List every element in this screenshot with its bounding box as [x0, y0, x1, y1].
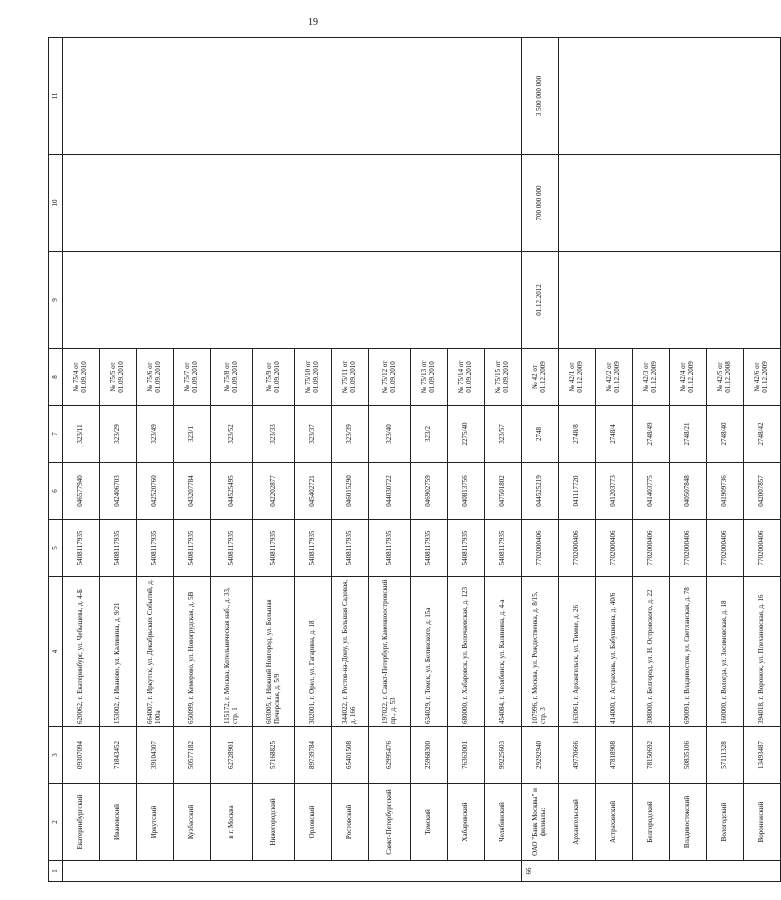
reg-number-cell: 2748/42 — [744, 406, 781, 463]
reg-number-cell: 323/40 — [369, 406, 411, 463]
okpo-code-cell: 57168825 — [253, 727, 295, 784]
col-header-7: 7 — [49, 406, 63, 463]
inn-cell: 5408117935 — [369, 520, 411, 577]
contract-cell: № 75/7 от 01.09.2010 — [174, 349, 211, 406]
reg-number-cell: 323/2 — [411, 406, 448, 463]
address-cell: 620062, г. Екатеринбург, ул. Чебышева, д. 4-Б — [63, 577, 100, 727]
contract-cell: № 42/3 от 01.12.2009 — [633, 349, 670, 406]
address-cell: 153002, г. Иваново, ул. Калинина, д. 9/21 — [100, 577, 137, 727]
contract-cell: № 42/2 от 01.12.2009 — [596, 349, 633, 406]
address-cell: 603005, г. Нижний Новгород, ул. Большая Печерская, д. 5/9 — [253, 577, 295, 727]
reg-number-cell: 2275/40 — [448, 406, 485, 463]
bik-cell: 046577940 — [63, 463, 100, 520]
address-cell: 308000, г. Белгород, ул. Н. Островского, д. 22 — [633, 577, 670, 727]
col-header-5: 5 — [49, 520, 63, 577]
reg-number-cell: 323/37 — [295, 406, 332, 463]
col-header-2: 2 — [49, 784, 63, 861]
address-cell: 107996, г. Москва, ул. Рождественка, д. 8/15, стр. 3 — [522, 577, 559, 727]
contract-cell: № 75/6 от 01.09.2010 — [137, 349, 174, 406]
bik-cell: 047501802 — [485, 463, 522, 520]
reg-number-cell: 323/29 — [100, 406, 137, 463]
address-cell: 650099, г. Кемерово, ул. Новогрудская, д. 5В — [174, 577, 211, 727]
branch-name-cell: Нижегородский — [253, 784, 295, 861]
branch-name-cell: Владивостокский — [670, 784, 707, 861]
contract-cell: № 75/12 от 01.09.2010 — [369, 349, 411, 406]
col-header-9: 9 — [49, 252, 63, 349]
col-header-4: 4 — [49, 577, 63, 727]
address-cell: 454084, г. Челябинск, ул. Калинина, д. 4-а — [485, 577, 522, 727]
address-cell: 634029, г. Томск, ул. Белинского, д. 15а — [411, 577, 448, 727]
inn-cell: 5408117935 — [100, 520, 137, 577]
col11-empty-cell — [559, 38, 781, 155]
contract-cell: № 75/15 от 01.09.2010 — [485, 349, 522, 406]
okpo-code-cell: 49770666 — [559, 727, 596, 784]
address-cell: 680000, г. Хабаровск, ул. Волочаевская, д. 123 — [448, 577, 485, 727]
bik-cell: 042202877 — [253, 463, 295, 520]
contract-cell: № 42 от 01.12.2009 — [522, 349, 559, 406]
bik-cell: 042406703 — [100, 463, 137, 520]
okpo-code-cell: 50835106 — [670, 727, 707, 784]
contract-cell: № 75/9 от 01.09.2010 — [253, 349, 295, 406]
branch-name-cell: Белгородский — [633, 784, 670, 861]
page-number: 19 — [308, 17, 318, 28]
amount-11-cell: 3 500 000 000 — [522, 38, 559, 155]
branch-name-cell: Астраханский — [596, 784, 633, 861]
reg-number-cell: 323/39 — [332, 406, 369, 463]
reg-number-cell: 2748/8 — [559, 406, 596, 463]
okpo-code-cell: 89739784 — [295, 727, 332, 784]
okpo-code-cell: 99225603 — [485, 727, 522, 784]
col-header-6: 6 — [49, 463, 63, 520]
okpo-code-cell: 62995476 — [369, 727, 411, 784]
table-row — [559, 38, 596, 882]
address-cell: 664007, г. Иркутск, ул. Декабрьских Событий, д. 100а — [137, 577, 174, 727]
branch-table — [48, 37, 781, 882]
inn-cell: 5408117935 — [211, 520, 253, 577]
contract-cell: № 42/6 от 01.12.2009 — [744, 349, 781, 406]
bik-cell: 041203773 — [596, 463, 633, 520]
contract-cell: № 75/5 от 01.09.2010 — [100, 349, 137, 406]
contract-cell: № 42/5 от 01.12.2008 — [707, 349, 744, 406]
branch-name-cell: Воронежский — [744, 784, 781, 861]
bik-cell: 042007857 — [744, 463, 781, 520]
rotated-page — [48, 38, 769, 882]
branch-name-cell: Хабаровский — [448, 784, 485, 861]
address-cell: 160000, г. Вологда, ул. Зосимовская, д. 18 — [707, 577, 744, 727]
reg-number-cell: 323/11 — [63, 406, 100, 463]
inn-cell: 7702000406 — [596, 520, 633, 577]
bik-cell: 040507848 — [670, 463, 707, 520]
address-cell: 197022, г. Санкт-Петербург, Каменноостровский пр., д. 53 — [369, 577, 411, 727]
row-index-cell — [63, 861, 522, 882]
inn-cell: 7702000406 — [522, 520, 559, 577]
branch-name-cell: Кузбасский — [174, 784, 211, 861]
bik-cell: 044030722 — [369, 463, 411, 520]
bik-cell: 040813756 — [448, 463, 485, 520]
okpo-code-cell: 50577182 — [174, 727, 211, 784]
inn-cell: 5408117935 — [253, 520, 295, 577]
address-cell: 115172, г. Москва, Котельническая наб., д. 33, стр. 1 — [211, 577, 253, 727]
header-row — [49, 38, 63, 882]
inn-cell: 5408117935 — [137, 520, 174, 577]
okpo-code-cell: 65401508 — [332, 727, 369, 784]
okpo-code-cell: 76363001 — [448, 727, 485, 784]
okpo-code-cell: 62728901 — [211, 727, 253, 784]
col-header-1: 1 — [49, 861, 63, 882]
reg-number-cell: 2748/40 — [707, 406, 744, 463]
contract-cell: № 75/8 от 01.09.2010 — [211, 349, 253, 406]
contract-cell: № 75/14 от 01.09.2010 — [448, 349, 485, 406]
col9-empty-cell — [559, 252, 781, 349]
okpo-code-cell: 71843452 — [100, 727, 137, 784]
address-cell: 163061, г. Архангельск, ул. Тимме, д. 26 — [559, 577, 596, 727]
reg-number-cell: 2748 — [522, 406, 559, 463]
branch-name-cell: Томский — [411, 784, 448, 861]
address-cell: 690091, г. Владивосток, ул. Светланская, д. 78 — [670, 577, 707, 727]
limit-date-cell: 01.12.2012 — [522, 252, 559, 349]
col-header-10: 10 — [49, 155, 63, 252]
col9-empty-cell — [63, 252, 522, 349]
branch-name-cell: Ростовский — [332, 784, 369, 861]
table-frame — [48, 38, 769, 882]
inn-cell: 7702000406 — [559, 520, 596, 577]
okpo-code-cell: 78150692 — [633, 727, 670, 784]
bik-cell: 046015290 — [332, 463, 369, 520]
amount-10-cell: 700 000 000 — [522, 155, 559, 252]
branch-name-cell: Вологодский — [707, 784, 744, 861]
col10-empty-cell — [559, 155, 781, 252]
branch-name-cell: ОАО "Банк Москвы" и филиалы: — [522, 784, 559, 861]
inn-cell: 5408117935 — [174, 520, 211, 577]
okpo-code-cell: 29292940 — [522, 727, 559, 784]
branch-name-cell: Ивановский — [100, 784, 137, 861]
branch-name-cell: Санкт-Петербургский — [369, 784, 411, 861]
inn-cell: 7702000406 — [633, 520, 670, 577]
bik-cell: 041403775 — [633, 463, 670, 520]
inn-cell: 7702000406 — [707, 520, 744, 577]
table-row — [522, 38, 559, 882]
reg-number-cell: 2748/49 — [633, 406, 670, 463]
table-row — [63, 38, 100, 882]
table-body — [63, 38, 781, 882]
branch-name-cell: в г. Москва — [211, 784, 253, 861]
inn-cell: 5408117935 — [411, 520, 448, 577]
reg-number-cell: 323/1 — [174, 406, 211, 463]
reg-number-cell: 323/52 — [211, 406, 253, 463]
col11-empty-cell — [63, 38, 522, 155]
inn-cell: 5408117935 — [295, 520, 332, 577]
okpo-code-cell: 57111328 — [707, 727, 744, 784]
inn-cell: 5408117935 — [63, 520, 100, 577]
okpo-code-cell: 39104307 — [137, 727, 174, 784]
okpo-code-cell: 13493487 — [744, 727, 781, 784]
address-cell: 414000, г. Астрахань, ул. Бабушкина, д. 40/6 — [596, 577, 633, 727]
bik-cell: 044525219 — [522, 463, 559, 520]
branch-name-cell: Екатеринбургский — [63, 784, 100, 861]
contract-cell: № 75/13 от 01.09.2010 — [411, 349, 448, 406]
reg-number-cell: 323/57 — [485, 406, 522, 463]
reg-number-cell: 323/49 — [137, 406, 174, 463]
inn-cell: 7702000406 — [670, 520, 707, 577]
inn-cell: 5408117935 — [448, 520, 485, 577]
contract-cell: № 75/4 от 01.09.2010 — [63, 349, 100, 406]
reg-number-cell: 323/33 — [253, 406, 295, 463]
reg-number-cell: 2748/4 — [596, 406, 633, 463]
bik-cell: 043207784 — [174, 463, 211, 520]
col-header-8: 8 — [49, 349, 63, 406]
address-cell: 394018, г. Воронеж, ул. Плехановская, д. 16 — [744, 577, 781, 727]
address-cell: 302001, г. Орел, ул. Гагарина, д. 18 — [295, 577, 332, 727]
inn-cell: 7702000406 — [744, 520, 781, 577]
contract-cell: № 75/10 от 01.09.2010 — [295, 349, 332, 406]
branch-name-cell: Челябинский — [485, 784, 522, 861]
address-cell: 344022, г. Ростов-на-Дону, ул. Большая Садовая, д. 166 — [332, 577, 369, 727]
branch-name-cell: Иркутский — [137, 784, 174, 861]
bik-cell: 041117720 — [559, 463, 596, 520]
col10-empty-cell — [63, 155, 522, 252]
bik-cell: 046902759 — [411, 463, 448, 520]
reg-number-cell: 2748/21 — [670, 406, 707, 463]
contract-cell: № 42/1 от 01.12.2009 — [559, 349, 596, 406]
col-header-11: 11 — [49, 38, 63, 155]
okpo-code-cell: 09307094 — [63, 727, 100, 784]
bik-cell: 041909736 — [707, 463, 744, 520]
branch-name-cell: Орловский — [295, 784, 332, 861]
bik-cell: 044525495 — [211, 463, 253, 520]
okpo-code-cell: 47818908 — [596, 727, 633, 784]
inn-cell: 5408117935 — [332, 520, 369, 577]
group-number-cell: 66 — [522, 861, 781, 882]
contract-cell: № 75/11 от 01.09.2010 — [332, 349, 369, 406]
contract-cell: № 42/4 от 01.12.2009 — [670, 349, 707, 406]
bik-cell: 045402721 — [295, 463, 332, 520]
okpo-code-cell: 25968300 — [411, 727, 448, 784]
branch-name-cell: Архангельский — [559, 784, 596, 861]
col-header-3: 3 — [49, 727, 63, 784]
bik-cell: 042520760 — [137, 463, 174, 520]
inn-cell: 5408117935 — [485, 520, 522, 577]
